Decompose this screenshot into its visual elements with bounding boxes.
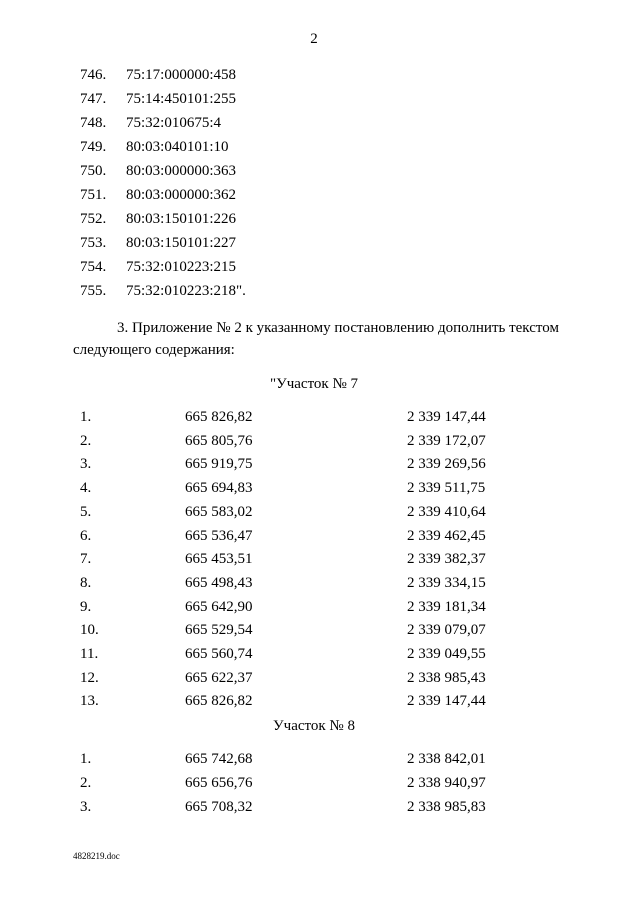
x-coordinate: 665 656,76	[185, 775, 253, 791]
y-coordinate: 2 339 511,75	[407, 480, 486, 496]
x-coordinate: 665 583,02	[185, 504, 253, 520]
x-coordinate: 665 919,75	[185, 456, 253, 472]
list-item	[0, 91, 640, 111]
coordinate-row	[0, 551, 640, 571]
list-item-cadastral-number: 80:03:150101:227	[126, 235, 237, 251]
y-coordinate: 2 338 940,97	[407, 775, 486, 791]
y-coordinate: 2 339 049,55	[407, 646, 486, 662]
y-coordinate: 2 339 181,34	[407, 599, 486, 615]
list-item-number: 754.	[80, 259, 107, 275]
list-item-number: 751.	[80, 187, 107, 203]
paragraph-line-1: 3. Приложение № 2 к указанному постановлению дополнить текстом	[117, 320, 559, 336]
footer-filename: 4828219.doc	[73, 851, 120, 861]
point-number: 1.	[80, 409, 92, 425]
y-coordinate: 2 339 410,64	[407, 504, 486, 520]
list-item-cadastral-number: 75:17:000000:458	[126, 67, 237, 83]
point-number: 5.	[80, 504, 92, 520]
coordinate-row	[0, 480, 640, 500]
y-coordinate: 2 339 172,07	[407, 433, 486, 449]
y-coordinate: 2 339 147,44	[407, 409, 486, 425]
point-number: 10.	[80, 622, 99, 638]
x-coordinate: 665 826,82	[185, 693, 253, 709]
coordinate-row	[0, 599, 640, 619]
coordinate-row	[0, 504, 640, 524]
y-coordinate: 2 338 985,83	[407, 799, 486, 815]
list-item-cadastral-number: 75:32:010223:215	[126, 259, 237, 275]
point-number: 12.	[80, 670, 99, 686]
list-item-number: 753.	[80, 235, 107, 251]
coordinate-row	[0, 693, 640, 713]
y-coordinate: 2 339 147,44	[407, 693, 486, 709]
x-coordinate: 665 826,82	[185, 409, 253, 425]
section-title: Участок № 8	[273, 718, 355, 734]
list-item	[0, 235, 640, 255]
page-number: 2	[310, 31, 318, 47]
list-item-cadastral-number: 75:14:450101:255	[126, 91, 237, 107]
x-coordinate: 665 453,51	[185, 551, 253, 567]
x-coordinate: 665 694,83	[185, 480, 253, 496]
list-item-cadastral-number: 80:03:150101:226	[126, 211, 237, 227]
x-coordinate: 665 536,47	[185, 528, 253, 544]
point-number: 2.	[80, 433, 92, 449]
paragraph-line-2: следующего содержания:	[73, 342, 235, 358]
coordinate-row	[0, 799, 640, 819]
list-item-cadastral-number: 80:03:000000:363	[126, 163, 237, 179]
y-coordinate: 2 339 079,07	[407, 622, 486, 638]
list-item-number: 755.	[80, 283, 107, 299]
list-item	[0, 187, 640, 207]
point-number: 9.	[80, 599, 92, 615]
point-number: 6.	[80, 528, 92, 544]
list-item-cadastral-number: 80:03:000000:362	[126, 187, 237, 203]
list-item-number: 749.	[80, 139, 107, 155]
list-item-number: 752.	[80, 211, 107, 227]
coordinate-row	[0, 670, 640, 690]
list-item-number: 747.	[80, 91, 107, 107]
list-item	[0, 163, 640, 183]
coordinate-row	[0, 622, 640, 642]
list-item-cadastral-number: 75:32:010675:4	[126, 115, 222, 131]
list-item-cadastral-number: 80:03:040101:10	[126, 139, 229, 155]
coordinate-row	[0, 646, 640, 666]
list-item	[0, 283, 640, 303]
point-number: 13.	[80, 693, 99, 709]
coordinate-row	[0, 409, 640, 429]
y-coordinate: 2 338 842,01	[407, 751, 486, 767]
y-coordinate: 2 339 334,15	[407, 575, 486, 591]
list-item	[0, 259, 640, 279]
x-coordinate: 665 642,90	[185, 599, 253, 615]
x-coordinate: 665 529,54	[185, 622, 253, 638]
coordinate-row	[0, 528, 640, 548]
list-item	[0, 211, 640, 231]
list-item-number: 746.	[80, 67, 107, 83]
y-coordinate: 2 339 269,56	[407, 456, 486, 472]
list-item	[0, 139, 640, 159]
point-number: 7.	[80, 551, 92, 567]
point-number: 11.	[80, 646, 99, 662]
point-number: 4.	[80, 480, 92, 496]
coordinate-row	[0, 775, 640, 795]
point-number: 8.	[80, 575, 92, 591]
point-number: 3.	[80, 799, 92, 815]
coordinate-row	[0, 751, 640, 771]
coordinate-row	[0, 575, 640, 595]
list-item-number: 748.	[80, 115, 107, 131]
point-number: 3.	[80, 456, 92, 472]
y-coordinate: 2 339 462,45	[407, 528, 486, 544]
x-coordinate: 665 742,68	[185, 751, 253, 767]
y-coordinate: 2 338 985,43	[407, 670, 486, 686]
list-item	[0, 67, 640, 87]
y-coordinate: 2 339 382,37	[407, 551, 486, 567]
point-number: 2.	[80, 775, 92, 791]
coordinate-row	[0, 433, 640, 453]
list-item-number: 750.	[80, 163, 107, 179]
section-title: "Участок № 7	[269, 376, 359, 392]
x-coordinate: 665 708,32	[185, 799, 253, 815]
x-coordinate: 665 622,37	[185, 670, 253, 686]
list-item	[0, 115, 640, 135]
x-coordinate: 665 498,43	[185, 575, 253, 591]
x-coordinate: 665 560,74	[185, 646, 253, 662]
point-number: 1.	[80, 751, 92, 767]
x-coordinate: 665 805,76	[185, 433, 253, 449]
list-item-cadastral-number: 75:32:010223:218".	[126, 283, 246, 299]
coordinate-row	[0, 456, 640, 476]
